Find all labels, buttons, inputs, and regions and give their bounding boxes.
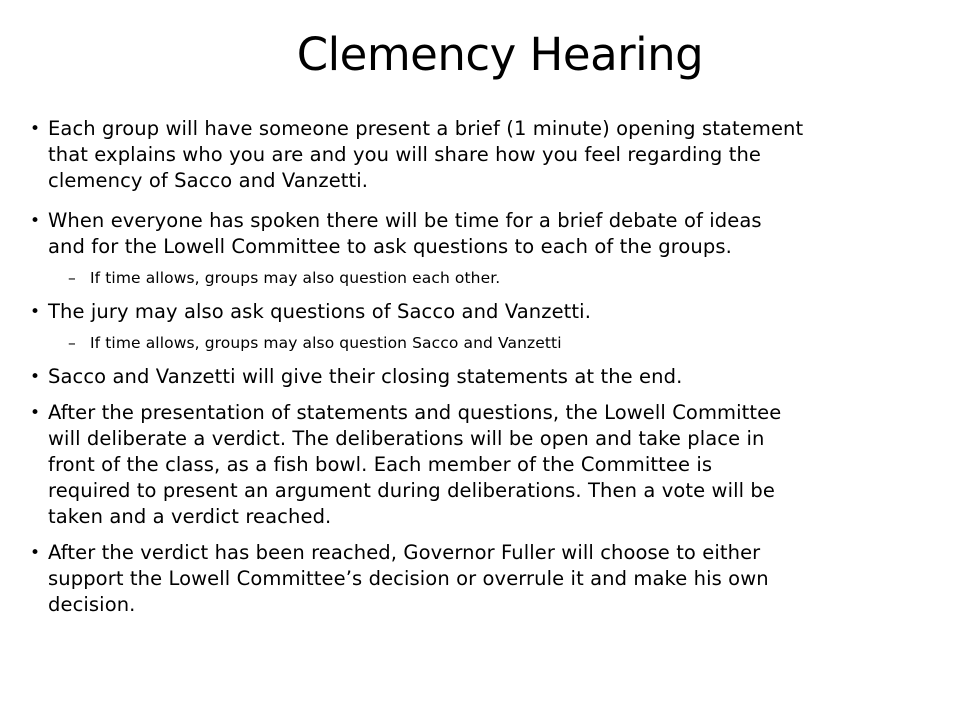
bullet-item-3 [30,299,958,325]
bullet-line: front of the class, as a fish bowl. Each member of the Committee is [48,453,713,476]
bullet-line: taken and a verdict reached. [48,505,332,528]
bullet-line: After the verdict has been reached, Governor Fuller will choose to either [48,541,761,564]
slide-title: Clemency Hearing [296,28,704,81]
dash-icon: – [68,334,76,352]
bullet-line: and for the Lowell Committee to ask questions to each of the groups. [48,235,732,258]
bullet-line: After the presentation of statements and questions, the Lowell Committee [48,401,782,424]
sub-bullet-item-2 [30,267,958,289]
bullet-line: decision. [48,593,136,616]
bullet-line: Each group will have someone present a brief (1 minute) opening statement [48,117,804,140]
bullet-icon: • [30,119,41,139]
bullet-line: required to present an argument during deliberations. Then a vote will be [48,479,775,502]
bullet-line: When everyone has spoken there will be time for a brief debate of ideas [48,209,762,232]
bullet-icon: • [30,211,41,231]
bullet-line: The jury may also ask questions of Sacco and Vanzetti. [48,300,591,323]
bullet-item-4 [30,364,958,390]
bullet-icon: • [30,367,41,387]
bullet-icon: • [30,403,41,423]
bullet-item-6 [30,540,958,618]
bullet-icon: • [30,543,41,563]
bullet-item-2 [30,208,958,260]
bullet-item-1 [30,116,958,194]
bullet-line: Sacco and Vanzetti will give their closing statements at the end. [48,365,683,388]
dash-icon: – [68,269,76,287]
bullet-item-5 [30,400,958,530]
sub-bullet-item-3 [30,332,958,354]
bullet-icon: • [30,302,41,322]
bullet-line: that explains who you are and you will share how you feel regarding the [48,143,761,166]
slide-body [30,116,958,618]
sub-bullet-text: If time allows, groups may also question Sacco and Vanzetti [90,334,562,352]
bullet-line: clemency of Sacco and Vanzetti. [48,169,369,192]
bullet-line: will deliberate a verdict. The deliberations will be open and take place in [48,427,765,450]
sub-bullet-text: If time allows, groups may also question each other. [90,269,501,287]
bullet-line: support the Lowell Committee’s decision or overrule it and make his own [48,567,769,590]
